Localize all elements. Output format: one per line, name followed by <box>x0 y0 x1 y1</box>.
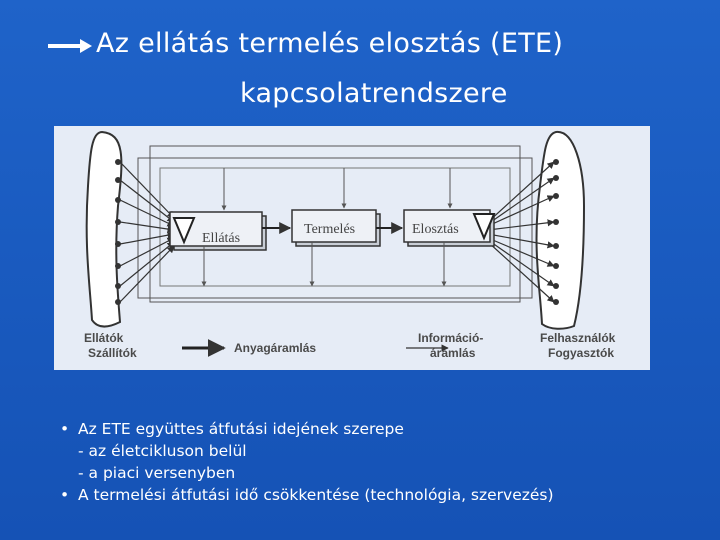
bullet-text-2: A termelési átfutási idő csökkentése (technológia, szervezés) <box>78 486 554 504</box>
sub-text-2: - a piaci versenyben <box>78 464 236 482</box>
box-label-ellatas: Ellátás <box>202 231 241 246</box>
label-suppliers-1: Ellátók <box>84 331 124 345</box>
slide-title-line-2: kapcsolatrendszere <box>240 78 508 109</box>
box-label-termeles: Termelés <box>304 222 356 237</box>
ete-diagram <box>54 126 650 370</box>
bullet-mark: • <box>60 420 70 438</box>
sub-text-1: - az életcikluson belül <box>78 442 247 460</box>
title-arrow-icon <box>48 38 92 54</box>
sub-item-1 <box>60 440 554 462</box>
label-consumers-2: Fogyasztók <box>548 346 615 360</box>
legend-information-flow-1: Információ- <box>418 331 484 345</box>
bullet-text-1: Az ETE együttes átfutási idejének szerepe <box>78 420 404 438</box>
slide-title-line-1: Az ellátás termelés elosztás (ETE) <box>96 28 564 59</box>
sub-item-2 <box>60 462 554 484</box>
label-suppliers-2: Szállítók <box>88 346 137 360</box>
legend-material-flow: Anyagáramlás <box>234 341 317 355</box>
bullet-item-2 <box>60 484 554 506</box>
label-consumers-1: Felhasználók <box>540 331 616 345</box>
consumers-shape <box>537 132 584 329</box>
bullet-item-1 <box>60 418 554 440</box>
bullet-list <box>60 418 554 506</box>
bullet-mark: • <box>60 486 70 504</box>
box-label-elosztas: Elosztás <box>412 222 459 237</box>
legend-information-flow-2: áramlás <box>430 346 476 360</box>
